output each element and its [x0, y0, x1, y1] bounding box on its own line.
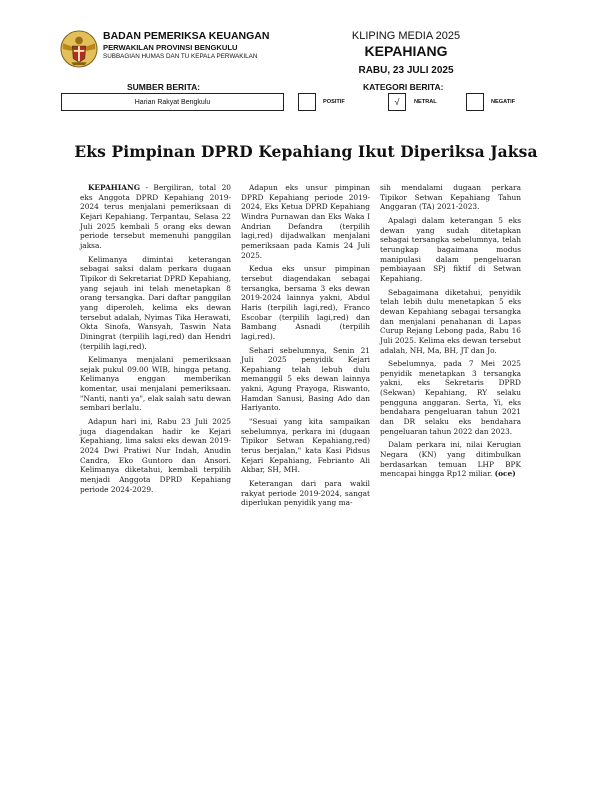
- dateline: KEPAHIANG: [88, 183, 141, 192]
- category-positif-label: POSITIF: [323, 99, 345, 105]
- article-paragraph-continued: sih mendalami dugaan perkara Tipikor Setwan Kepahiang Tahun Anggaran (TA) 2021-2023.: [380, 183, 521, 212]
- article-paragraph: Kedua eks unsur pimpinan tersebut diagendakan sebagai tersangka, bersama 3 eks dewan 2019-2024 lainnya yakni, Abdul Haris (terpilih lagi,red), Franco Escobar (terpilih lagi,red) dan Bambang Asnadi (terpilih lagi,red).: [241, 264, 370, 341]
- source-value: Harian Rakyat Bengkulu: [134, 98, 211, 106]
- category-negatif-label: NEGATIF: [491, 99, 516, 105]
- article-paragraph: Kelimanya dimintai keterangan sebagai saksi dalam perkara dugaan Tipikor di Sekretariat DPRD Kepahiang, yang sejauh ini telah menetapkan 8 orang tersangka. Dari daftar panggilan yang diperoleh, kelima eks dewan tersebut adalah, Nyimas Tika Herawati, Okta Sinofa, Wansyah, Taswin Nata Diningrat (terpilih lagi,red) dan Hendri (terpilih lagi,red).: [80, 254, 231, 351]
- kliping-title: KLIPING MEDIA 2025: [351, 30, 461, 42]
- article-paragraph: Apalagi dalam keterangan 5 eks dewan yang sudah ditetapkan sebagai tersangka sebelumnya, telah terungkap bagaimana modus manipulasi dalam pengeluaran pembiayaan SPj fiktif di Setwan Kepahiang.: [380, 215, 521, 283]
- category-netral-label: NETRAL: [414, 99, 437, 105]
- article-column-3: [380, 183, 521, 483]
- article-column-1: [80, 183, 231, 498]
- category-positif-checkbox: [298, 93, 316, 111]
- category-negatif-checkbox: [466, 93, 484, 111]
- publication-date: RABU, 23 JULI 2025: [358, 65, 454, 76]
- category-netral-checkbox: [388, 93, 406, 111]
- category-netral-mark: √: [394, 97, 400, 107]
- lead-text: - Bergiliran, total 20 eks Anggota DPRD Kepahiang 2019-2024 terus menjalani pemeriksaan di Kejari Kepahiang. Terpantau, Selasa 22 Juli 2025 kembali 5 orang eks dewan periode tersebut memenuhi panggilan jaksa.: [80, 183, 231, 250]
- article-paragraph: Adapun hari ini, Rabu 23 Juli 2025 juga diagendakan hadir ke Kejari Kepahiang, lima saksi eks dewan 2019-2024 Dwi Pratiwi Nur Indah, Anudin Candra, Eko Guntoro dan Ansori. Kelimanya diketahui, kembali terpilih menjadi Anggota DPRD Kepahiang periode 2024-2029.: [80, 417, 231, 494]
- category-label: KATEGORI BERITA:: [363, 82, 444, 92]
- article-paragraph: Kelimanya menjalani pemeriksaan sejak pukul 09.00 WIB, hingga petang. Kelimanya enggan memberikan komentar, usai menjalani pemeriksaan. "Nanti, nanti ya", elak salah satu dewan sembari berlalu.: [80, 355, 231, 413]
- article-paragraph: Sebelumnya, pada 7 Mei 2025 penyidik menetapkan 3 tersangka yakni, eks Sekretaris DPRD (Sekwan) Kepahiang, RY selaku pengguna anggaran. Serta, Yi, eks bendahara pengeluaran tahun 2021 dan DR selaku eks bendahara pengeluaran tahun 2022 dan 2023.: [380, 359, 521, 436]
- org-name: BADAN PEMERIKSA KEUANGAN: [103, 30, 270, 42]
- region-title: KEPAHIANG: [364, 43, 448, 59]
- garuda-emblem-icon: [60, 30, 98, 68]
- closing-text: Dalam perkara ini, nilai Kerugian Negara (KN) yang ditimbulkan berdasarkan temuan LHP BPK mencapai hingga Rp12 miliar.: [380, 440, 521, 479]
- article-paragraph: Sehari sebelumnya, Senin 21 Juli 2025 penyidik Kejari Kepahiang telah lebuh dulu memanggil 5 eks dewan lainnya yakni, Agung Prayoga, Riswanto, Hamdan Sanusi, Basing Ado dan Hariyanto.: [241, 345, 370, 413]
- article-paragraph: [80, 183, 231, 251]
- article-paragraph: [380, 440, 521, 479]
- source-label: SUMBER BERITA:: [127, 82, 201, 92]
- article-paragraph: "Sesuai yang kita sampaikan sebelumnya, perkara ini (dugaan Tipikor Setwan Kepahiang,red) terus berjalan," kata Kasi Pidsus Kejari Kepahiang, Febrianto Ali Akbar, SH, MH.: [241, 417, 370, 475]
- org-unit: SUBBAGIAN HUMAS DAN TU KEPALA PERWAKILAN: [103, 53, 258, 60]
- article-paragraph: Adapun eks unsur pimpinan DPRD Kepahiang periode 2019-2024, Eks Ketua DPRD Kepahiang Windra Purnawan dan Eks Waka I Andrian Defandra (terpilih lagi,red) dijadwalkan menjalani pemeriksaan pada Kamis 24 Juli 2025.: [241, 183, 370, 260]
- article-paragraph: Keterangan dari para wakil rakyat periode 2019-2024, sangat diperlukan penyidik yang ma-: [241, 479, 370, 508]
- author-signature: (oce): [494, 469, 516, 479]
- source-field: [61, 93, 284, 111]
- article-column-2: [241, 183, 370, 512]
- org-branch: PERWAKILAN PROVINSI BENGKULU: [103, 43, 238, 52]
- article-paragraph: Sebagaimana diketahui, penyidik telah lebih dulu menetapkan 5 eks dewan Kepahiang sebagai tersangka dan menjalani penahanan di Lapas Curup Rejang Lebong pada, Rabu 16 Juli 2025. Kelima eks dewan tersebut adalah, NH, Ma, BH, JT dan Jo.: [380, 287, 521, 355]
- article-headline: Eks Pimpinan DPRD Kepahiang Ikut Diperiksa Jaksa: [74, 142, 538, 161]
